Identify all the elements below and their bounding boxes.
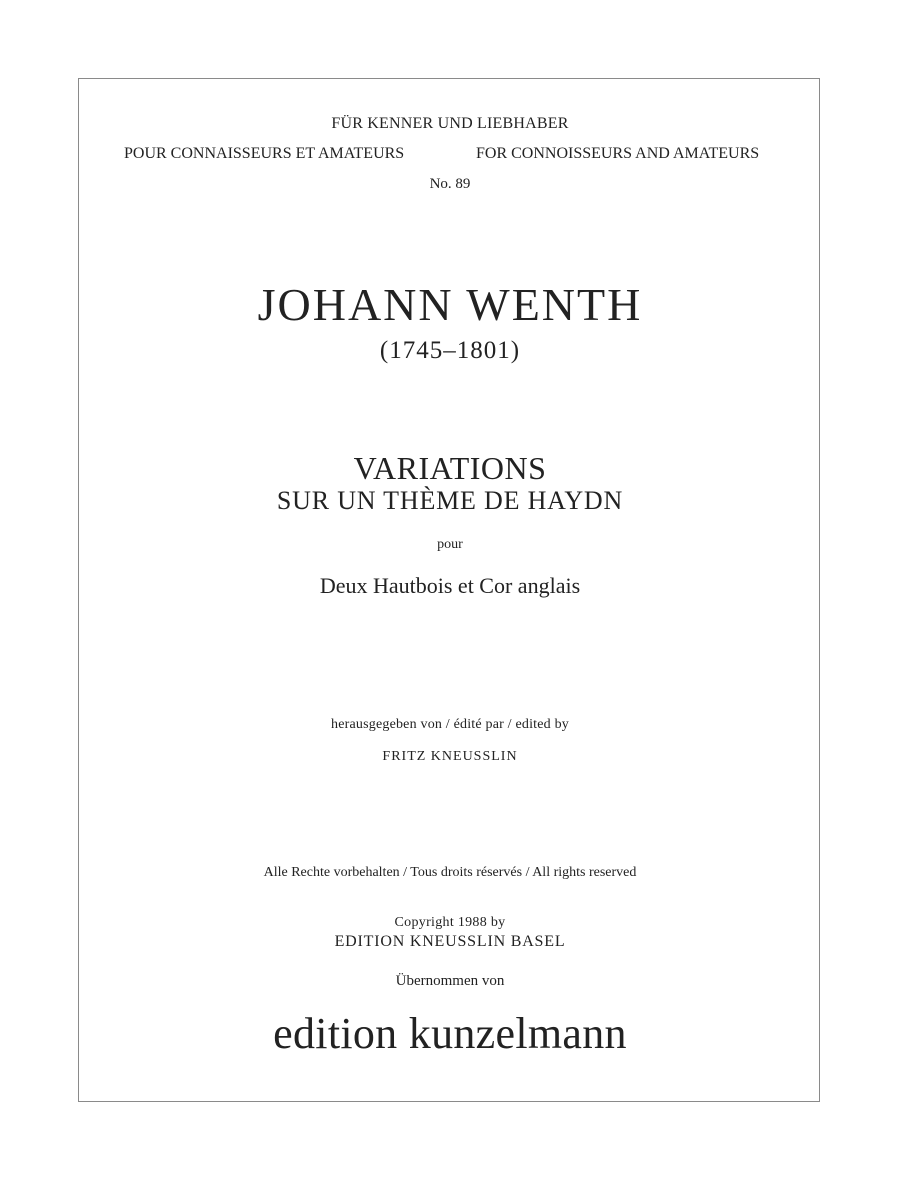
composer-name: JOHANN WENTH bbox=[257, 279, 643, 330]
copyright-line: Copyright 1988 by bbox=[394, 915, 506, 930]
series-title-english: FOR CONNOISSEURS AND AMATEURS bbox=[476, 145, 760, 162]
editor-name: FRITZ KNEUSSLIN bbox=[382, 749, 518, 764]
publisher-brand: edition kunzelmann bbox=[273, 1009, 627, 1058]
series-title-french: POUR CONNAISSEURS ET AMATEURS bbox=[124, 145, 405, 162]
edited-by-label: herausgegeben von / édité par / edited by bbox=[331, 717, 569, 732]
pour-label: pour bbox=[437, 537, 463, 552]
original-publisher: EDITION KNEUSSLIN BASEL bbox=[334, 933, 566, 950]
instrumentation: Deux Hautbois et Cor anglais bbox=[319, 573, 581, 598]
rights-notice: Alle Rechte vorbehalten / Tous droits réservés / All rights reserved bbox=[263, 865, 637, 880]
series-number: No. 89 bbox=[429, 176, 471, 192]
work-title: VARIATIONS bbox=[353, 450, 547, 486]
work-subtitle: SUR UN THÈME DE HAYDN bbox=[276, 486, 624, 515]
composer-dates: (1745–1801) bbox=[379, 337, 521, 364]
series-title-german: FÜR KENNER UND LIEBHABER bbox=[331, 115, 569, 132]
taken-over-label: Übernommen von bbox=[395, 973, 505, 989]
